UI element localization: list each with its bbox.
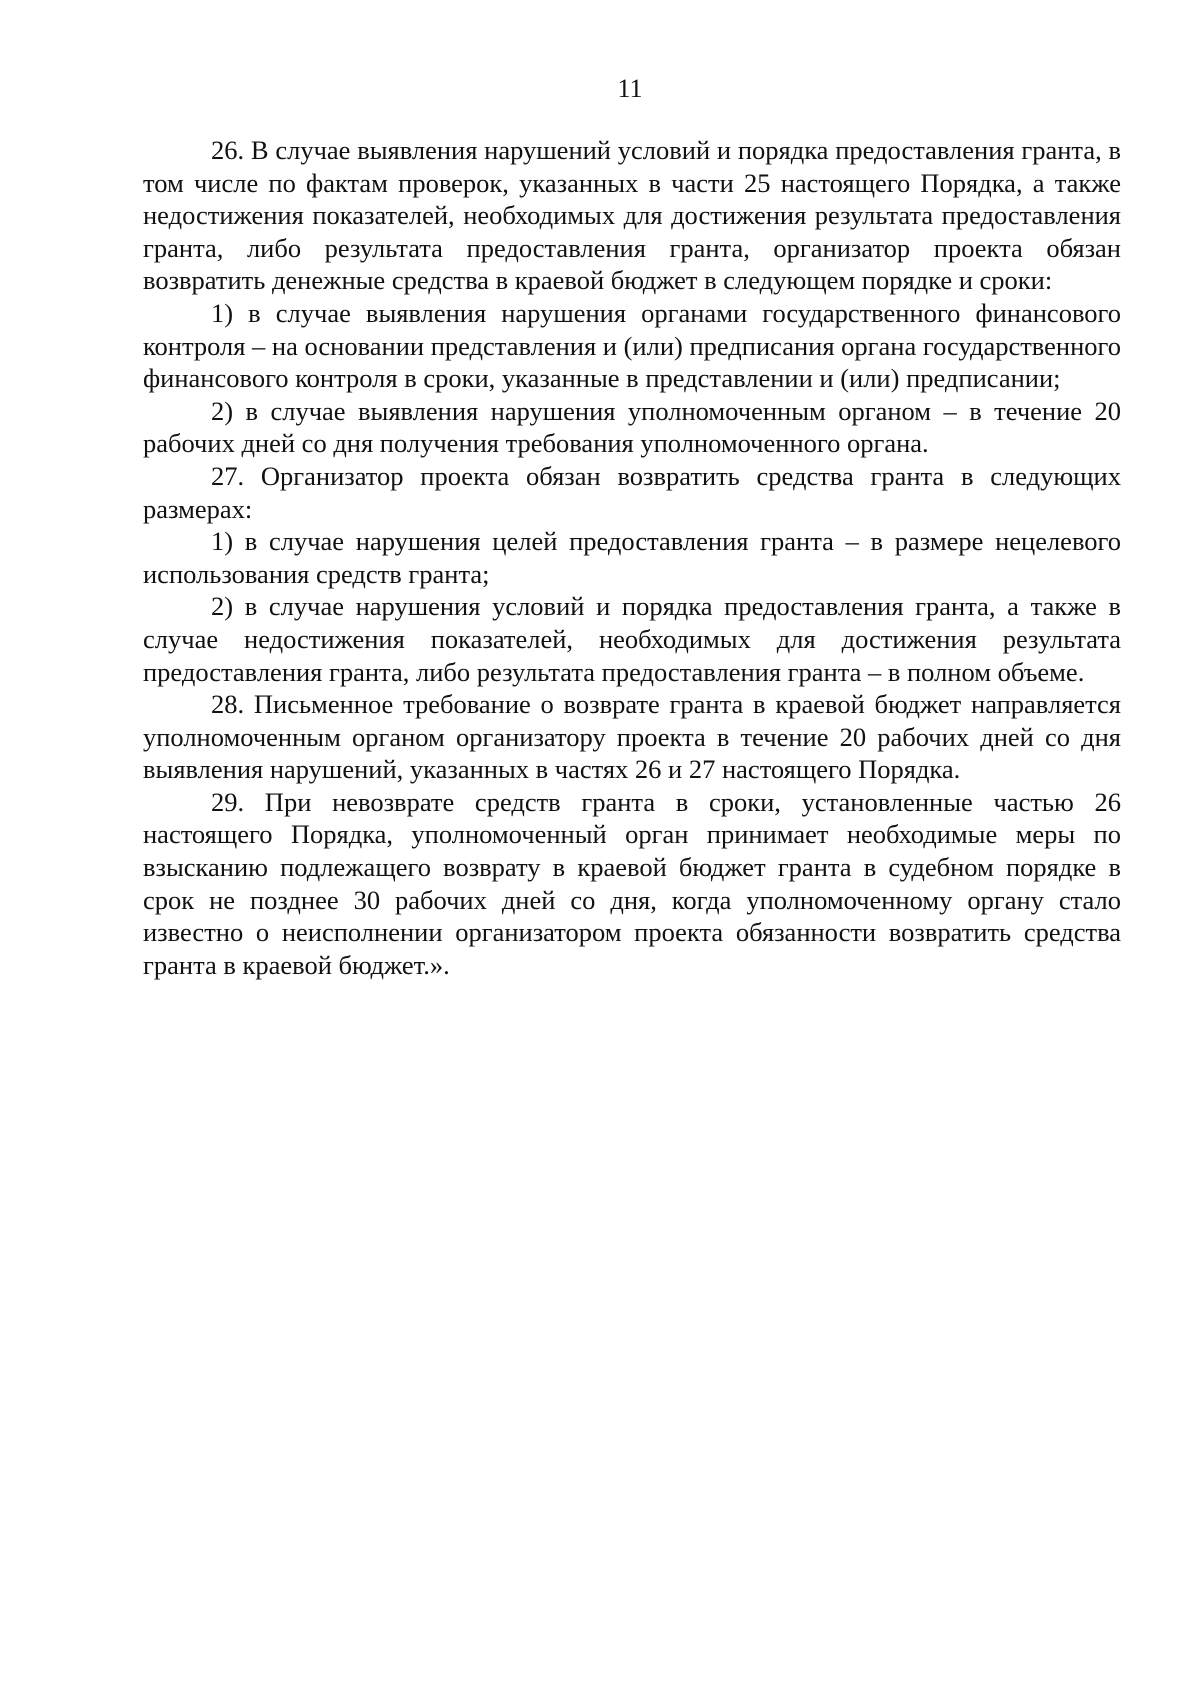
paragraph-27-item-1: 1) в случае нарушения целей предоставления гранта – в размере нецелевого использования средств гранта; (143, 526, 1121, 589)
paragraph-27-item-2: 2) в случае нарушения условий и порядка предоставления гранта, а также в случае недостижения показателей, необходимых для достижения результата предоставления гранта, либо результата предоставления гранта – в полном объеме. (143, 591, 1121, 687)
paragraph-28: 28. Письменное требование о возврате гранта в краевой бюджет направляется уполномоченным органом организатору проекта в течение 20 рабочих дней со дня выявления нарушений, указанных в частях 26 и 27 настоящего Порядка. (143, 689, 1121, 785)
page-number: 11 (617, 74, 643, 103)
paragraph-29: 29. При невозврате средств гранта в сроки, установленные частью 26 настоящего Порядка, уполномоченный орган принимает необходимые меры по взысканию подлежащего возврату в краевой бюджет гранта в судебном порядке в срок не позднее 30 рабочих дней со дня, когда уполномоченному органу стало известно о неисполнении организатором проекта обязанности возвратить средства гранта в краевой бюджет.». (143, 786, 1121, 980)
document-body (143, 134, 1121, 981)
paragraph-26-item-1: 1) в случае выявления нарушения органами государственного финансового контроля – на основании представления и (или) предписания органа государственного финансового контроля в сроки, указанные в представлении и (или) предписании; (143, 297, 1122, 394)
paragraph-26-item-2: 2) в случае выявления нарушения уполномоченным органом – в течение 20 рабочих дней со дня получения требования уполномоченного органа. (143, 395, 1121, 459)
paragraph-27: 27. Организатор проекта обязан возвратить средства гранта в следующих размерах: (143, 460, 1121, 524)
paragraph-26: 26. В случае выявления нарушений условий и порядка предоставления гранта, в том числе по фактам проверок, указанных в части 25 настоящего Порядка, а также недостижения показателей, необходимых для достижения результата предоставления гранта, либо результата предоставления гранта, организатор проекта обязан возвратить денежные средства в краевой бюджет в следующем порядке и сроки: (143, 135, 1121, 296)
